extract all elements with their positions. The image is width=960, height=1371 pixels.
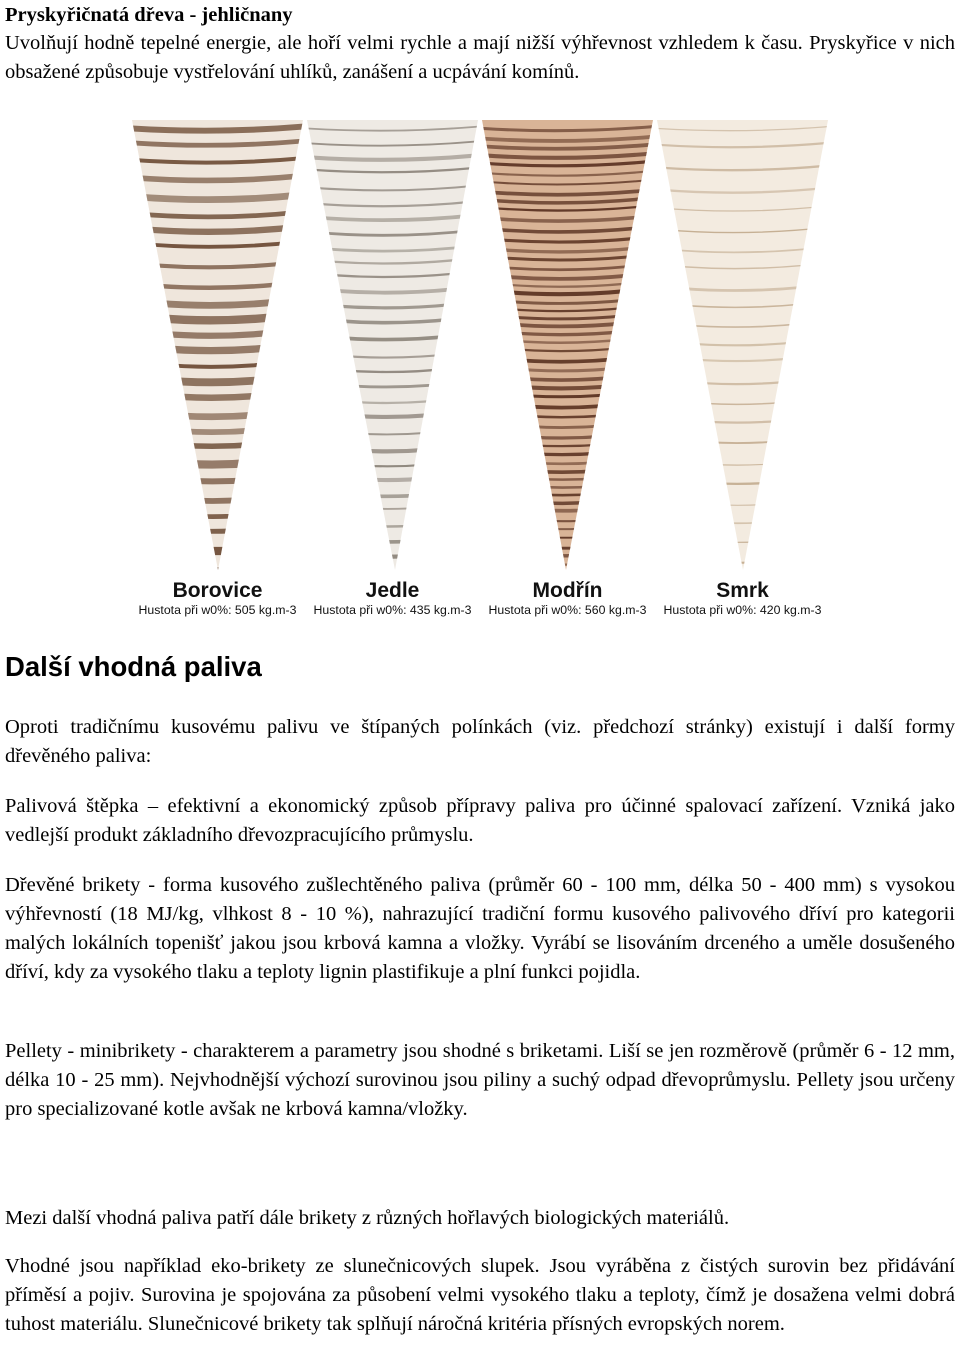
page-heading: Pryskyřičnatá dřeva - jehličnany bbox=[5, 4, 293, 26]
paragraph-brikety: Dřevěné brikety - forma kusového zušlechtěného paliva (průměr 60 - 100 mm, délka 50 - 400 mm) s vysokou výhřevností (18 MJ/kg, vlhkost 8 - 10 %), nahrazující tradiční formu kusového palivového dříví pro kategorii malých lokálních topenišť jakou jsou krbová kamna a vložky. Vyrábí se lisováním drceného a uměle dosušeného dříví, kdy za vysokého tlaku a teploty lignin plastifikuje a plní funkci pojidla. bbox=[5, 874, 955, 983]
species-label: Smrk bbox=[716, 579, 769, 602]
wood-species-figure bbox=[130, 120, 830, 622]
wood-sample-image bbox=[130, 120, 305, 576]
growth-ring bbox=[655, 569, 830, 576]
species-label: Borovice bbox=[172, 579, 263, 602]
paragraph-forms: Oproti tradičnímu kusovému palivu ve štípaných polínkách (viz. předchozí stránky) existují i další formy dřevěného paliva: bbox=[5, 716, 955, 767]
intro-paragraph: Uvolňují hodně tepelné energie, ale hoří velmi rychle a mají nižší výhřevnost vzhledem k času. Pryskyřice v nich obsažené způsobuje vystřelování uhlíků, zanášení a ucpávání komínů. bbox=[5, 32, 955, 83]
wood-sample-image bbox=[655, 120, 830, 576]
document-page bbox=[5, 0, 955, 87]
density-label: Hustota při w0%: 505 kg.m-3 bbox=[138, 603, 297, 617]
panel-jedle bbox=[305, 120, 480, 622]
paragraph-pellety: Pellety - minibrikety - charakterem a parametry jsou shodné s briketami. Liší se jen rozměrově (průměr 6 - 12 mm, délka 10 - 25 mm). Nejvhodnější výchozí surovinou jsou piliny a suchý odpad dřevoprůmyslu. Pellety jsou určeny pro specializované kotle avšak ne krbová kamna/vložky. bbox=[5, 1040, 955, 1120]
species-label: Jedle bbox=[365, 579, 420, 602]
paragraph-eko-brikety: Vhodné jsou například eko-brikety ze slunečnicových slupek. Jsou vyráběna z čistých surovin bez přidávání příměsí a pojiv. Surovina je spojována za působení velmi vysokého tlaku a teploty, čímž je dosažena velmi dobrá tuhost materiálu. Slunečnicové brikety tak splňují náročná kritéria přísných evropských norem. bbox=[5, 1255, 955, 1335]
panel-smrk bbox=[655, 120, 830, 622]
density-label: Hustota při w0%: 420 kg.m-3 bbox=[663, 603, 822, 617]
panel-borovice bbox=[130, 120, 305, 622]
panel-modrin bbox=[480, 120, 655, 622]
section-title: Další vhodná paliva bbox=[5, 651, 262, 682]
paragraph-other-fuels: Mezi další vhodná paliva patří dále brikety z různých hořlavých biologických materiálů. bbox=[5, 1207, 730, 1229]
density-label: Hustota při w0%: 435 kg.m-3 bbox=[313, 603, 472, 617]
wood-sample-image bbox=[305, 120, 480, 576]
growth-ring bbox=[305, 564, 480, 575]
species-label: Modřín bbox=[532, 579, 603, 602]
paragraph-stepka: Palivová štěpka – efektivní a ekonomický způsob přípravy paliva pro účinné spalovací zařízení. Vzniká jako vedlejší produkt základního dřevozpracujícího průmyslu. bbox=[5, 795, 955, 846]
density-label: Hustota při w0%: 560 kg.m-3 bbox=[488, 603, 647, 617]
wood-sample-image bbox=[480, 120, 655, 576]
growth-ring bbox=[480, 562, 655, 573]
